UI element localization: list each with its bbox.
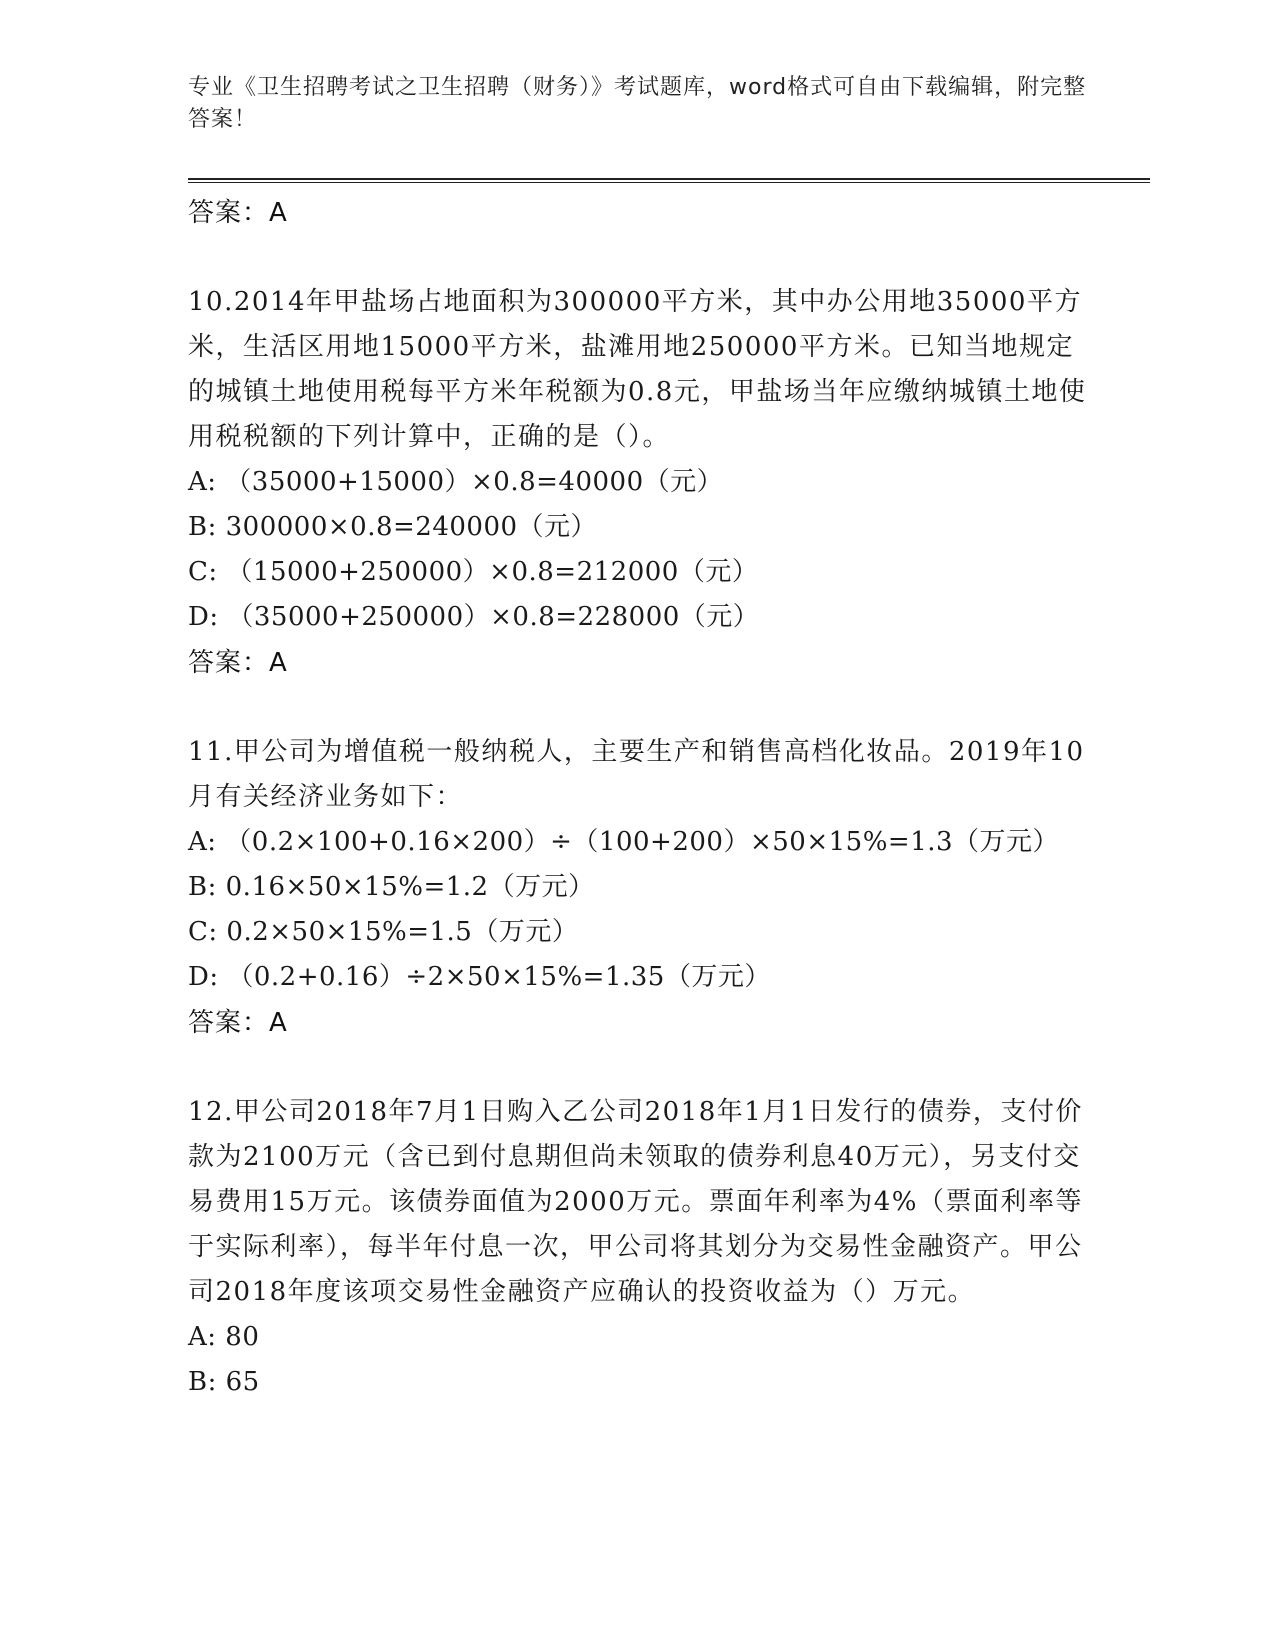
spacer (188, 236, 1088, 280)
spacer (188, 686, 1088, 730)
spacer (188, 1046, 1088, 1090)
question-stem: 10.2014年甲盐场占地面积为300000平方米，其中办公用地35000平方米，生活区用地15000平方米，盐滩用地250000平方米。已知当地规定的城镇土地使用税每平方米年税额为0.8元，甲盐场当年应缴纳城镇土地使用税税额的下列计算中，正确的是（）。 (188, 287, 1087, 452)
option-b: B: 300000×0.8=240000（元） (188, 512, 598, 542)
question-content (188, 190, 1088, 1405)
option-a: A: （35000+15000）×0.8=40000（元） (188, 467, 724, 497)
option-b: B: 0.16×50×15%=1.2（万元） (188, 872, 595, 902)
option-d: D: （0.2+0.16）÷2×50×15%=1.35（万元） (188, 962, 771, 992)
option-c: C: （15000+250000）×0.8=212000（元） (188, 557, 759, 587)
option-b: B: 65 (188, 1367, 260, 1397)
option-a: A: （0.2×100+0.16×200）÷（100+200）×50×15%=1.3（万元） (188, 827, 1060, 857)
page-header-text: 专业《卫生招聘考试之卫生招聘（财务）》考试题库，word格式可自由下载编辑，附完整答案！ (188, 75, 1087, 132)
question-10 (188, 280, 1088, 686)
option-c: C: 0.2×50×15%=1.5（万元） (188, 917, 579, 947)
question-stem: 11.甲公司为增值税一般纳税人，主要生产和销售高档化妆品。2019年10月有关经济业务如下： (188, 737, 1085, 812)
answer-line: 答案：A (188, 198, 288, 228)
question-stem: 12.甲公司2018年7月1日购入乙公司2018年1月1日发行的债券，支付价款为2100万元（含已到付息期但尚未领取的债券利息40万元），另支付交易费用15万元。该债券面值为2000万元。票面年利率为4%（票面利率等于实际利率），每半年付息一次，甲公司将其划分为交易性金融资产。甲公司2018年度该项交易性金融资产应确认的投资收益为（）万元。 (188, 1097, 1083, 1307)
header-divider (188, 178, 1150, 180)
answer-line: 答案：A (188, 648, 288, 678)
question-11 (188, 730, 1088, 1046)
answer-line: 答案：A (188, 1008, 288, 1038)
header-divider-thin (188, 182, 1150, 183)
question-12 (188, 1090, 1088, 1405)
option-a: A: 80 (188, 1322, 260, 1352)
option-d: D: （35000+250000）×0.8=228000（元） (188, 602, 760, 632)
